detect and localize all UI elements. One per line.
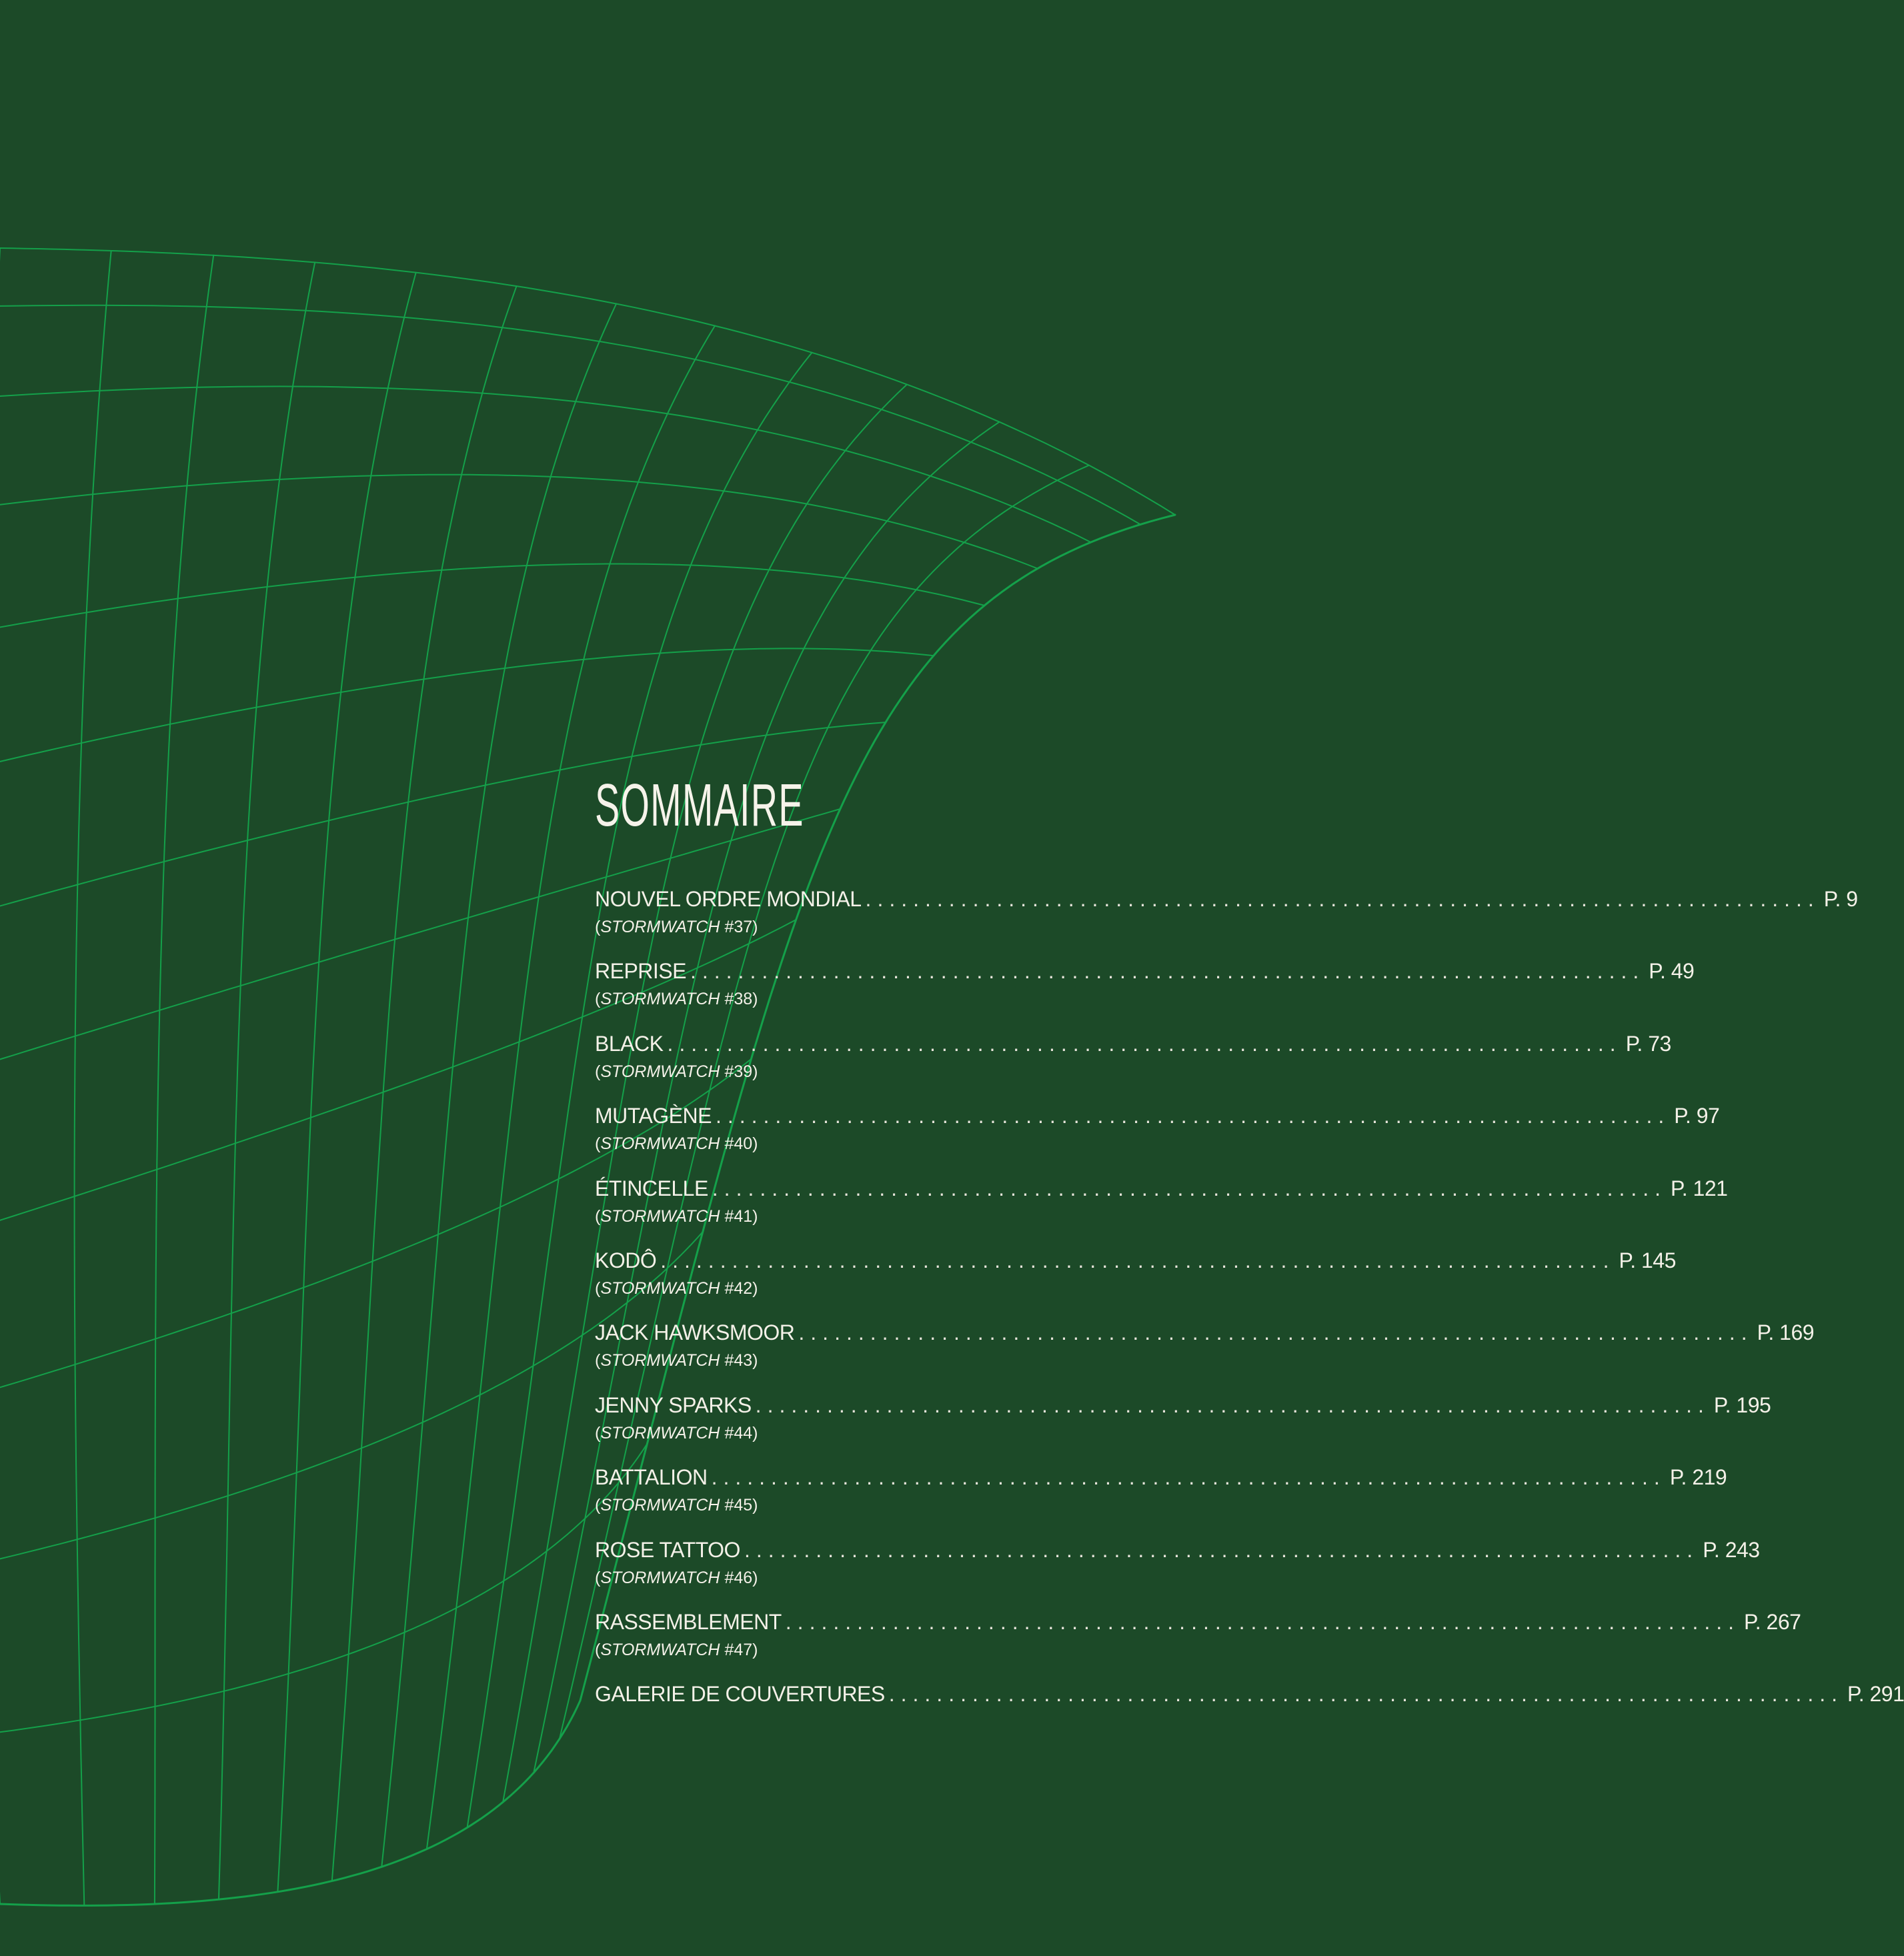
toc-entry-line [595, 1319, 1815, 1346]
toc-entry[interactable] [595, 1175, 1728, 1247]
issue-number: #43) [720, 1351, 758, 1370]
toc-entry-page-number: P. 73 [1625, 1031, 1671, 1056]
dot-leader: ................................................................................ [888, 1682, 1843, 1707]
dot-leader: ................................................................................ [711, 1465, 1666, 1490]
toc-entry-issue [595, 1422, 1087, 1444]
toc-entry[interactable] [595, 1464, 1727, 1536]
grid-line [0, 648, 934, 766]
toc-entry-page-number: P. 219 [1669, 1465, 1727, 1490]
toc-entry-title: BLACK [595, 1031, 664, 1056]
dot-leader: ................................................................................ [660, 1248, 1615, 1272]
toc-entry[interactable] [595, 1537, 1760, 1609]
issue-number: #42) [720, 1278, 758, 1298]
dot-leader: ................................................................................ [785, 1609, 1741, 1634]
grid-line [332, 286, 517, 1881]
dot-leader: ................................................................................ [798, 1320, 1753, 1345]
issue-number: #38) [720, 990, 758, 1009]
issue-number: #39) [720, 1062, 758, 1081]
toc-entry-issue [595, 1495, 1087, 1516]
toc-entry-issue [595, 916, 1087, 938]
toc-entry-page-number: P. 97 [1674, 1104, 1720, 1128]
dot-leader: ................................................................................ [690, 959, 1645, 984]
issue-open-paren: ( [595, 1062, 601, 1081]
toc-entry-issue [595, 1278, 1087, 1299]
toc-entry-title: GALERIE DE COUVERTURES [595, 1682, 885, 1707]
issue-series-name: STORMWATCH [600, 1640, 720, 1659]
toc-entry-title: NOUVEL ORDRE MONDIAL [595, 887, 862, 911]
issue-open-paren: ( [595, 1568, 601, 1587]
dot-leader: ................................................................................ [667, 1031, 1622, 1056]
toc-entry-page-number: P. 267 [1744, 1609, 1801, 1634]
grid-line [219, 262, 315, 1899]
toc-entry[interactable] [595, 1681, 1904, 1753]
toc-list [595, 886, 1904, 1753]
toc-entry-line [595, 1537, 1760, 1563]
grid-line [0, 1444, 647, 1733]
issue-open-paren: ( [595, 1423, 601, 1442]
toc-entry-line [595, 1247, 1676, 1274]
grid-line [0, 1701, 580, 1905]
toc-entry-page-number: P. 121 [1671, 1176, 1728, 1200]
grid-line [0, 386, 1091, 542]
dot-leader: ................................................................................ [712, 1176, 1667, 1200]
toc-entry[interactable] [595, 1102, 1720, 1174]
issue-number: #46) [720, 1568, 758, 1587]
issue-series-name: STORMWATCH [600, 1496, 720, 1515]
toc-entry-title: BATTALION [595, 1465, 708, 1490]
dot-leader: ................................................................................ [865, 887, 1820, 911]
toc-entry[interactable] [595, 1319, 1815, 1391]
issue-series-name: STORMWATCH [600, 918, 720, 936]
toc-entry-title: ROSE TATTOO [595, 1537, 740, 1562]
grid-line [155, 255, 213, 1904]
toc-entry-line [595, 1392, 1771, 1418]
toc-entry[interactable] [595, 1609, 1801, 1681]
toc-entry[interactable] [595, 1392, 1771, 1464]
toc-entry-title: REPRISE [595, 959, 686, 984]
toc-entry-issue [595, 1567, 1087, 1589]
table-of-contents [595, 772, 1904, 1707]
grid-line [0, 248, 1175, 515]
grid-line [75, 251, 111, 1905]
toc-entry-page-number: P. 49 [1649, 959, 1695, 984]
dot-leader: ................................................................................ [744, 1537, 1699, 1562]
issue-number: #40) [720, 1134, 758, 1154]
issue-number: #41) [720, 1206, 758, 1226]
issue-series-name: STORMWATCH [600, 1568, 720, 1587]
issue-open-paren: ( [595, 1206, 601, 1226]
toc-entry-title: RASSEMBLEMENT [595, 1609, 782, 1634]
dot-leader: ................................................................................ [715, 1104, 1671, 1128]
toc-entry-line [595, 958, 1695, 984]
toc-entry-line [595, 1609, 1801, 1635]
toc-entry-line [595, 1030, 1671, 1057]
issue-series-name: STORMWATCH [600, 1206, 720, 1226]
toc-entry-page-number: P. 169 [1757, 1320, 1815, 1345]
issue-series-name: STORMWATCH [600, 1278, 720, 1298]
toc-entry-page-number: P. 9 [1823, 887, 1858, 911]
toc-entry-title: MUTAGÈNE [595, 1104, 712, 1128]
toc-entry-issue [595, 1061, 1087, 1082]
issue-series-name: STORMWATCH [600, 1423, 720, 1442]
toc-entry-line [595, 1175, 1728, 1202]
grid-line [0, 564, 984, 630]
issue-open-paren: ( [595, 1351, 601, 1370]
grid-line [277, 273, 415, 1892]
toc-entry[interactable] [595, 1030, 1671, 1102]
dot-leader: ................................................................................ [755, 1392, 1710, 1417]
toc-entry-page-number: P. 291 [1847, 1682, 1904, 1707]
issue-open-paren: ( [595, 1134, 601, 1154]
toc-entry-issue [595, 1350, 1087, 1371]
issue-number: #45) [720, 1496, 758, 1515]
toc-entry[interactable] [595, 958, 1695, 1030]
page-title: SOMMAIRE [595, 772, 804, 839]
toc-entry[interactable] [595, 886, 1858, 958]
toc-entry-page-number: P. 243 [1703, 1537, 1760, 1562]
toc-entry-issue [595, 1206, 1087, 1227]
issue-open-paren: ( [595, 990, 601, 1009]
issue-number: #44) [720, 1423, 758, 1442]
issue-open-paren: ( [595, 1640, 601, 1659]
issue-series-name: STORMWATCH [600, 1062, 720, 1081]
toc-entry[interactable] [595, 1247, 1676, 1319]
toc-entry-line [595, 1102, 1720, 1129]
toc-entry-title: ÉTINCELLE [595, 1176, 708, 1200]
grid-line [0, 475, 1038, 569]
toc-entry-issue [595, 1639, 1087, 1661]
issue-open-paren: ( [595, 1278, 601, 1298]
grid-line [381, 304, 616, 1867]
toc-entry-title: JENNY SPARKS [595, 1392, 752, 1417]
toc-entry-page-number: P. 145 [1619, 1248, 1676, 1272]
issue-series-name: STORMWATCH [600, 990, 720, 1009]
toc-entry-issue [595, 1133, 1087, 1154]
toc-entry-line [595, 886, 1858, 912]
issue-open-paren: ( [595, 1496, 601, 1515]
toc-entry-title: KODÔ [595, 1248, 657, 1272]
issue-number: #37) [720, 918, 758, 936]
issue-number: #47) [720, 1640, 758, 1659]
toc-entry-title: JACK HAWKSMOOR [595, 1320, 795, 1345]
issue-series-name: STORMWATCH [600, 1134, 720, 1154]
toc-entry-issue [595, 988, 1087, 1010]
toc-entry-page-number: P. 195 [1713, 1392, 1771, 1417]
issue-series-name: STORMWATCH [600, 1351, 720, 1370]
toc-entry-line [595, 1464, 1727, 1491]
issue-open-paren: ( [595, 918, 601, 936]
toc-entry-line [595, 1681, 1904, 1707]
